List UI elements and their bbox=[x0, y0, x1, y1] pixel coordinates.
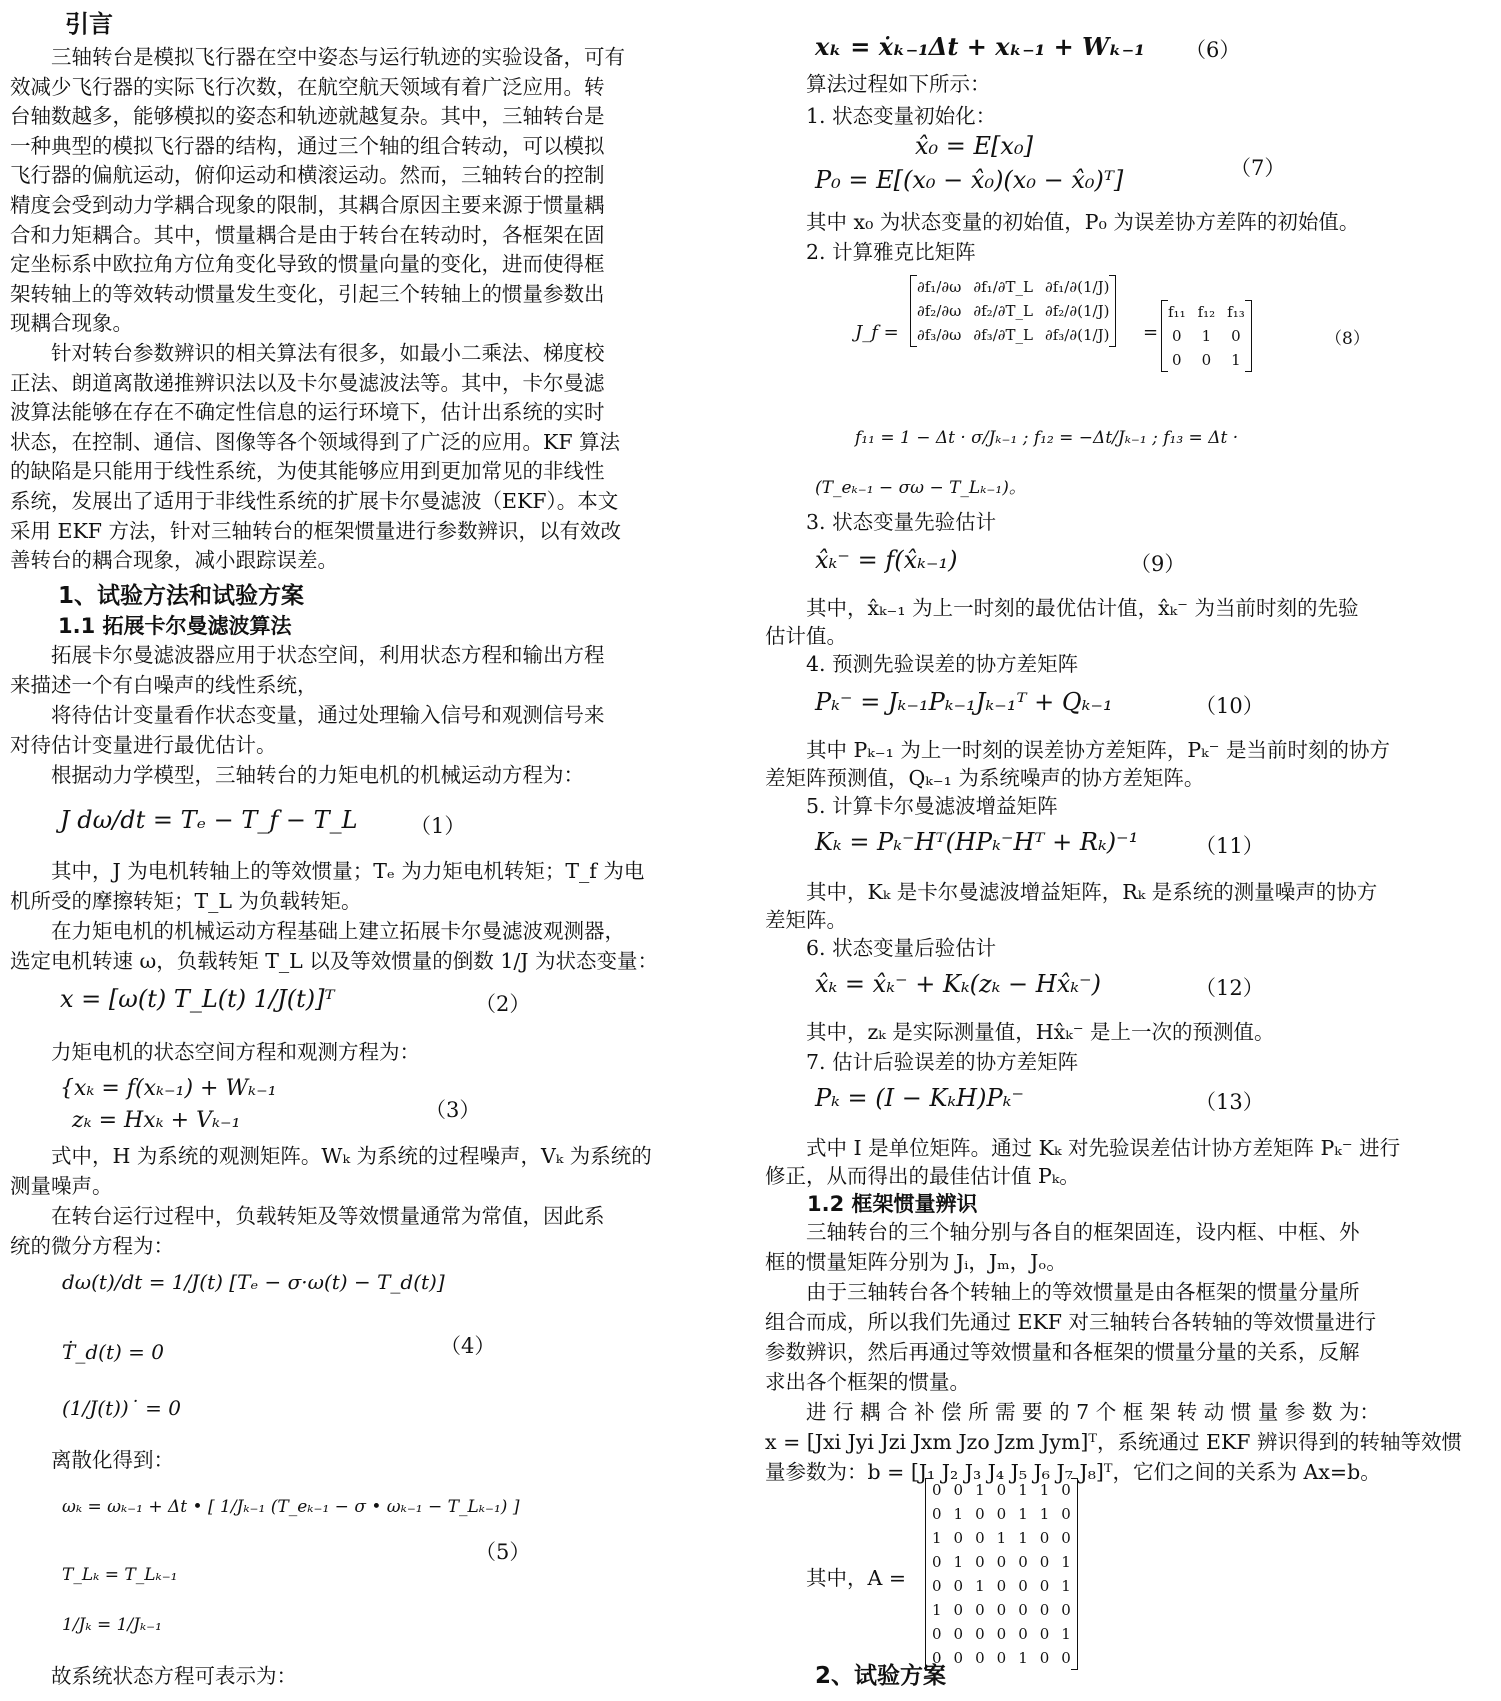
discretize-intro: 离散化得到： bbox=[10, 1448, 174, 1472]
matrix-cell: 0 bbox=[975, 1505, 985, 1523]
text-line: 飞行器的偏航运动，俯仰运动和横滚运动。然而，三轴转台的控制 bbox=[10, 163, 605, 188]
matrix-cell: ∂f₃/∂ω bbox=[917, 326, 962, 344]
matrix-cell: 0 bbox=[1039, 1649, 1050, 1667]
text-line: 进 行 耦 合 补 偿 所 需 要 的 7 个 框 架 转 动 惯 量 参 数 为： bbox=[765, 1400, 1380, 1424]
matrix-cell: 0 bbox=[932, 1505, 942, 1523]
matrix-cell: 0 bbox=[975, 1601, 985, 1619]
text-line: 针对转台参数辨识的相关算法有很多，如最小二乘法、梯度校 bbox=[10, 341, 605, 365]
matrix-a bbox=[925, 1478, 1078, 1670]
text-line: 三轴转台的三个轴分别与各自的框架固连，设内框、中框、外 bbox=[765, 1220, 1360, 1244]
matrix-cell: 0 bbox=[975, 1625, 985, 1643]
matrix-cell: 1 bbox=[953, 1505, 964, 1523]
equation-2: x = [ω(t) T_L(t) 1/J(t)]ᵀ bbox=[60, 985, 335, 1013]
matrix-cell: f₁₁ bbox=[1168, 303, 1186, 321]
text-line: 的缺陷是只能用于线性系统，为使其能够应用到更加常见的非线性 bbox=[10, 459, 605, 484]
equation-7b: P₀ = E[(x₀ − x̂₀)(x₀ − x̂₀)ᵀ] bbox=[815, 166, 1124, 194]
matrix-a-row bbox=[926, 1622, 1077, 1646]
step-1-explanation: 其中 x₀ 为状态变量的初始值，P₀ 为误差协方差阵的初始值。 bbox=[765, 210, 1360, 234]
step-7-explanation: 式中 I 是单位矩阵。通过 Kₖ 对先验误差估计协方差矩阵 Pₖ⁻ 进行 bbox=[765, 1136, 1401, 1160]
matrix-cell: 0 bbox=[1061, 1505, 1071, 1523]
matrix-a-row bbox=[926, 1550, 1077, 1574]
matrix-cell: 0 bbox=[1172, 351, 1182, 369]
matrix-cell: 0 bbox=[932, 1649, 942, 1667]
equation-6-number: （6） bbox=[1185, 38, 1241, 62]
equation-1: J dω/dt = Tₑ − T_f − T_L bbox=[60, 806, 358, 834]
matrix-cell: f₁₂ bbox=[1197, 303, 1216, 321]
matrix-cell: 0 bbox=[1061, 1601, 1071, 1619]
jacobian-partials-row bbox=[911, 275, 1115, 299]
matrix-cell: 0 bbox=[1018, 1577, 1028, 1595]
step-7-title: 7. 估计后验误差的协方差矩阵 bbox=[765, 1050, 1079, 1074]
jacobian-values-row bbox=[1162, 324, 1251, 348]
equation-9: x̂ₖ⁻ = f(x̂ₖ₋₁) bbox=[815, 546, 958, 574]
equation-5b: T_Lₖ = T_Lₖ₋₁ bbox=[62, 1565, 178, 1585]
matrix-cell: ∂f₃/∂T_L bbox=[973, 326, 1033, 344]
text-line: 式中，H 为系统的观测矩阵。Wₖ 为系统的过程噪声，Vₖ 为系统的 bbox=[10, 1144, 652, 1168]
text-line: 拓展卡尔曼滤波器应用于状态空间，利用状态方程和输出方程 bbox=[10, 643, 605, 667]
matrix-cell: 0 bbox=[1201, 351, 1212, 369]
text-line: 正法、朗道离散递推辨识法以及卡尔曼滤波法等。其中，卡尔曼滤 bbox=[10, 370, 605, 395]
matrix-cell: 1 bbox=[1061, 1577, 1071, 1595]
matrix-cell: 0 bbox=[1018, 1601, 1028, 1619]
equation-13: Pₖ = (I − KₖH)Pₖ⁻ bbox=[815, 1084, 1025, 1112]
matrix-cell: 0 bbox=[975, 1553, 985, 1571]
matrix-cell: 0 bbox=[1061, 1649, 1071, 1667]
step-3-title: 3. 状态变量先验估计 bbox=[765, 510, 997, 534]
step-2-title: 2. 计算雅克比矩阵 bbox=[765, 240, 976, 264]
matrix-cell: 0 bbox=[975, 1529, 985, 1547]
matrix-a-row bbox=[926, 1574, 1077, 1598]
matrix-a-row bbox=[926, 1646, 1077, 1670]
jacobian-values-matrix bbox=[1161, 300, 1252, 372]
subsection-1-2-title: 1.2 框架惯量辨识 bbox=[765, 1192, 978, 1216]
text-line: 善转台的耦合现象，减小跟踪误差。 bbox=[10, 548, 338, 573]
matrix-cell: 1 bbox=[1039, 1481, 1050, 1499]
matrix-cell: 0 bbox=[1018, 1625, 1028, 1643]
matrix-cell: 1 bbox=[975, 1481, 985, 1499]
matrix-cell: 0 bbox=[932, 1577, 942, 1595]
text-line: 系统，发展出了适用于非线性系统的扩展卡尔曼滤波（EKF）。本文 bbox=[10, 489, 619, 513]
text-line: 现耦合现象。 bbox=[10, 311, 133, 336]
matrix-cell: 1 bbox=[1201, 327, 1212, 345]
matrix-cell: ∂f₁/∂(1/J) bbox=[1044, 278, 1110, 296]
matrix-cell: 1 bbox=[1018, 1505, 1028, 1523]
section-1-title: 1、试验方法和试验方案 bbox=[58, 583, 305, 609]
matrix-a-row bbox=[926, 1598, 1077, 1622]
matrix-a-row bbox=[926, 1502, 1077, 1526]
jacobian-values-row bbox=[1162, 300, 1251, 324]
text-line: 量参数为：b = [J₁ J₂ J₃ J₄ J₅ J₆ J₇ J₈]ᵀ，它们之间的关系为 Ax=b。 bbox=[765, 1460, 1381, 1484]
text-line: 由于三轴转台各个转轴上的等效惯量是由各框架的惯量分量所 bbox=[765, 1280, 1360, 1304]
step-5-explanation: 其中，Kₖ 是卡尔曼滤波增益矩阵，Rₖ 是系统的测量噪声的协方 bbox=[765, 880, 1378, 904]
text-line: 对待估计变量进行最优估计。 bbox=[10, 733, 277, 757]
matrix-a-row bbox=[926, 1526, 1077, 1550]
text-line: 三轴转台是模拟飞行器在空中姿态与运行轨迹的实验设备，可有 bbox=[10, 45, 625, 69]
equation-2-number: （2） bbox=[475, 992, 531, 1016]
matrix-cell: 0 bbox=[1018, 1553, 1028, 1571]
intro-heading: 引言 bbox=[65, 10, 113, 38]
equation-6: xₖ = ẋₖ₋₁Δt + xₖ₋₁ + Wₖ₋₁ bbox=[815, 32, 1145, 61]
equation-4b: Ṫ_d(t) = 0 bbox=[62, 1340, 164, 1364]
matrix-cell: 1 bbox=[1018, 1481, 1028, 1499]
equation-12-number: （12） bbox=[1195, 976, 1264, 1000]
jacobian-partials-row bbox=[911, 299, 1115, 323]
text-line: 一种典型的模拟飞行器的结构，通过三个轴的组合转动，可以模拟 bbox=[10, 133, 605, 158]
text-line: 台轴数越多，能够模拟的姿态和轨迹就越复杂。其中，三轴转台是 bbox=[10, 104, 605, 129]
matrix-cell: ∂f₃/∂(1/J) bbox=[1044, 326, 1110, 344]
step-3-explanation-cont: 估计值。 bbox=[765, 624, 847, 648]
matrix-cell: 1 bbox=[1018, 1649, 1028, 1667]
equation-9-number: （9） bbox=[1130, 552, 1186, 576]
text-line: 来描述一个有白噪声的线性系统， bbox=[10, 673, 318, 697]
state-space-intro: 力矩电机的状态空间方程和观测方程为： bbox=[10, 1040, 420, 1064]
text-line: 架转轴上的等效转动惯量发生变化，引起三个转轴上的惯量参数出 bbox=[10, 281, 605, 306]
step-4-explanation: 其中 Pₖ₋₁ 为上一时刻的误差协方差矩阵，Pₖ⁻ 是当前时刻的协方 bbox=[765, 738, 1390, 762]
jacobian-values-row bbox=[1162, 348, 1251, 372]
matrix-cell: 0 bbox=[1061, 1529, 1071, 1547]
equation-5a: ωₖ = ωₖ₋₁ + Δt • [ 1/Jₖ₋₁ (T_eₖ₋₁ − σ • ωₖ₋₁ − T_Lₖ₋₁) ] bbox=[62, 1497, 520, 1517]
matrix-cell: 1 bbox=[996, 1529, 1007, 1547]
equation-11-number: （11） bbox=[1195, 834, 1264, 858]
matrix-cell: ∂f₂/∂ω bbox=[917, 302, 962, 320]
matrix-cell: 1 bbox=[932, 1529, 942, 1547]
text-line: x = [Jxi Jyi Jzi Jxm Jzo Jzm Jym]ᵀ，系统通过 EKF 辨识得到的转轴等效惯 bbox=[765, 1430, 1463, 1454]
matrix-cell: 0 bbox=[996, 1481, 1007, 1499]
matrix-cell: 1 bbox=[1231, 351, 1241, 369]
matrix-cell: 0 bbox=[1039, 1529, 1050, 1547]
matrix-cell: 0 bbox=[1061, 1481, 1071, 1499]
equation-7-number: （7） bbox=[1230, 156, 1286, 180]
matrix-cell: 0 bbox=[953, 1649, 964, 1667]
equation-4a: dω(t)/dt = 1/J(t) [Tₑ − σ·ω(t) − T_d(t)] bbox=[62, 1270, 445, 1294]
step-5-title: 5. 计算卡尔曼滤波增益矩阵 bbox=[765, 794, 1058, 818]
matrix-cell: 0 bbox=[996, 1601, 1007, 1619]
matrix-cell: 0 bbox=[953, 1577, 964, 1595]
text-line: 合和力矩耦合。其中，惯量耦合是由于转台在转动时，各框架在固 bbox=[10, 222, 605, 247]
matrix-cell: 0 bbox=[1039, 1553, 1050, 1571]
equation-10: Pₖ⁻ = Jₖ₋₁Pₖ₋₁Jₖ₋₁ᵀ + Qₖ₋₁ bbox=[815, 688, 1113, 716]
step-6-explanation: 其中，zₖ 是实际测量值，Hx̂ₖ⁻ 是上一次的预测值。 bbox=[765, 1020, 1275, 1044]
text-line: 组合而成，所以我们先通过 EKF 对三轴转台各转轴的等效惯量进行 bbox=[765, 1310, 1377, 1334]
matrix-cell: 0 bbox=[953, 1481, 964, 1499]
text-line: 其中，J 为电机转轴上的等效惯量；Tₑ 为力矩电机转矩；T_f 为电 bbox=[10, 859, 645, 883]
matrix-cell: 1 bbox=[1039, 1505, 1050, 1523]
matrix-cell: 0 bbox=[996, 1577, 1007, 1595]
text-line: 状态，在控制、通信、图像等各个领域得到了广泛的应用。KF 算法 bbox=[10, 429, 621, 454]
matrix-cell: 0 bbox=[932, 1553, 942, 1571]
algorithm-intro: 算法过程如下所示： bbox=[765, 72, 991, 96]
matrix-cell: 1 bbox=[1018, 1529, 1028, 1547]
equation-5c: 1/Jₖ = 1/Jₖ₋₁ bbox=[62, 1615, 162, 1635]
equation-1-number: （1） bbox=[410, 814, 466, 838]
text-line: 机所受的摩擦转矩；T_L 为负载转矩。 bbox=[10, 889, 362, 913]
step-6-title: 6. 状态变量后验估计 bbox=[765, 936, 997, 960]
text-line: 测量噪声。 bbox=[10, 1174, 113, 1198]
matrix-cell: 0 bbox=[1039, 1625, 1050, 1643]
matrix-cell: 0 bbox=[1039, 1577, 1050, 1595]
equation-4c: (1/J(t))˙ = 0 bbox=[62, 1396, 181, 1420]
step-1-title: 1. 状态变量初始化： bbox=[765, 104, 997, 128]
matrix-cell: 0 bbox=[932, 1625, 942, 1643]
equals-sign: = bbox=[1143, 322, 1159, 343]
matrix-cell: 1 bbox=[1061, 1553, 1071, 1571]
matrix-cell: 0 bbox=[996, 1505, 1007, 1523]
matrix-cell: ∂f₂/∂T_L bbox=[973, 302, 1033, 320]
matrix-a-row bbox=[926, 1478, 1077, 1502]
text-line: 将待估计变量看作状态变量，通过处理输入信号和观测信号来 bbox=[10, 703, 605, 727]
text-line: 框的惯量矩阵分别为 Jᵢ，Jₘ，Jₒ。 bbox=[765, 1250, 1067, 1274]
matrix-cell: 0 bbox=[953, 1625, 964, 1643]
jacobian-partials-matrix bbox=[910, 275, 1116, 347]
matrix-cell: 1 bbox=[932, 1601, 942, 1619]
text-line: 定坐标系中欧拉角方位角变化导致的惯量向量的变化，进而使得框 bbox=[10, 252, 605, 277]
matrix-cell: 0 bbox=[975, 1649, 985, 1667]
equation-8-f-definitions-cont: (T_eₖ₋₁ − σω − T_Lₖ₋₁)。 bbox=[815, 478, 1026, 498]
step-4-explanation-cont: 差矩阵预测值，Qₖ₋₁ 为系统噪声的协方差矩阵。 bbox=[765, 766, 1205, 790]
matrix-a-label: 其中，A = bbox=[765, 1566, 906, 1590]
text-line: 求出各个框架的惯量。 bbox=[765, 1370, 970, 1394]
equation-8-f-definitions: f₁₁ = 1 − Δt · σ/Jₖ₋₁ ; f₁₂ = −Δt/Jₖ₋₁ ; f₁₃ = Δt · bbox=[855, 428, 1239, 448]
text-line: 采用 EKF 方法，针对三轴转台的框架惯量进行参数辨识，以有效改 bbox=[10, 518, 622, 543]
step-7-explanation-cont: 修正，从而得出的最佳估计值 Pₖ。 bbox=[765, 1164, 1080, 1188]
matrix-cell: 0 bbox=[1039, 1601, 1050, 1619]
equation-3a-text: xₖ = f(xₖ₋₁) + Wₖ₋₁ bbox=[74, 1076, 277, 1101]
equation-13-number: （13） bbox=[1195, 1090, 1264, 1114]
text-line: 在力矩电机的机械运动方程基础上建立拓展卡尔曼滤波观测器， bbox=[10, 919, 625, 943]
jacobian-partials-row bbox=[911, 323, 1115, 347]
matrix-cell: 1 bbox=[953, 1553, 964, 1571]
equation-10-number: （10） bbox=[1195, 694, 1264, 718]
matrix-cell: ∂f₂/∂(1/J) bbox=[1044, 302, 1110, 320]
step-5-explanation-cont: 差矩阵。 bbox=[765, 908, 847, 932]
matrix-cell: ∂f₁/∂ω bbox=[917, 278, 962, 296]
text-line: 选定电机转速 ω，负载转矩 T_L 以及等效惯量的倒数 1/J 为状态变量： bbox=[10, 949, 659, 973]
equation-8-lhs: J_f = bbox=[855, 322, 899, 343]
matrix-cell: f₁₃ bbox=[1227, 303, 1245, 321]
text-line: 波算法能够在存在不确定性信息的运行环境下，估计出系统的实时 bbox=[10, 400, 605, 425]
step-3-explanation: 其中，x̂ₖ₋₁ 为上一时刻的最优估计值，x̂ₖ⁻ 为当前时刻的先验 bbox=[765, 596, 1359, 620]
subsection-1-1-title: 1.1 拓展卡尔曼滤波算法 bbox=[58, 614, 292, 638]
matrix-cell: 1 bbox=[975, 1577, 985, 1595]
matrix-cell: 0 bbox=[996, 1553, 1007, 1571]
equation-5-number: （5） bbox=[475, 1540, 531, 1564]
equation-3a: {xₖ = f(xₖ₋₁) + Wₖ₋₁ bbox=[60, 1076, 277, 1101]
matrix-cell: 0 bbox=[996, 1625, 1007, 1643]
text-line: 效减少飞行器的实际飞行次数，在航空航天领域有着广泛应用。转 bbox=[10, 74, 605, 99]
matrix-cell: 0 bbox=[932, 1481, 942, 1499]
equation-4-number: （4） bbox=[440, 1334, 496, 1358]
section-2-title: 2、试验方案 bbox=[815, 1663, 947, 1689]
step-4-title: 4. 预测先验误差的协方差矩阵 bbox=[765, 652, 1079, 676]
matrix-cell: 0 bbox=[996, 1649, 1007, 1667]
text-line: 统的微分方程为： bbox=[10, 1234, 174, 1258]
equation-8-number: （8） bbox=[1325, 329, 1370, 349]
text-line: 精度会受到动力学耦合现象的限制，其耦合原因主要来源于惯量耦 bbox=[10, 193, 605, 217]
matrix-cell: 0 bbox=[1231, 327, 1241, 345]
text-line: 根据动力学模型，三轴转台的力矩电机的机械运动方程为： bbox=[10, 763, 584, 787]
matrix-cell: ∂f₁/∂T_L bbox=[973, 278, 1033, 296]
equation-3-number: （3） bbox=[425, 1098, 481, 1122]
text-line: 参数辨识，然后再通过等效惯量和各框架的惯量分量的关系，反解 bbox=[765, 1340, 1360, 1364]
text-line: 在转台运行过程中，负载转矩及等效惯量通常为常值，因此系 bbox=[10, 1204, 605, 1228]
equation-11: Kₖ = Pₖ⁻Hᵀ(HPₖ⁻Hᵀ + Rₖ)⁻¹ bbox=[815, 828, 1139, 856]
matrix-cell: 0 bbox=[953, 1601, 964, 1619]
matrix-cell: 0 bbox=[953, 1529, 964, 1547]
equation-3b: zₖ = Hxₖ + Vₖ₋₁ bbox=[72, 1108, 241, 1133]
matrix-cell: 0 bbox=[1172, 327, 1182, 345]
equation-7a: x̂₀ = E[x₀] bbox=[915, 132, 1033, 160]
equation-12: x̂ₖ = x̂ₖ⁻ + Kₖ(zₖ − Hx̂ₖ⁻) bbox=[815, 970, 1102, 998]
state-equation-intro: 故系统状态方程可表示为： bbox=[10, 1664, 297, 1688]
matrix-cell: 1 bbox=[1061, 1625, 1071, 1643]
